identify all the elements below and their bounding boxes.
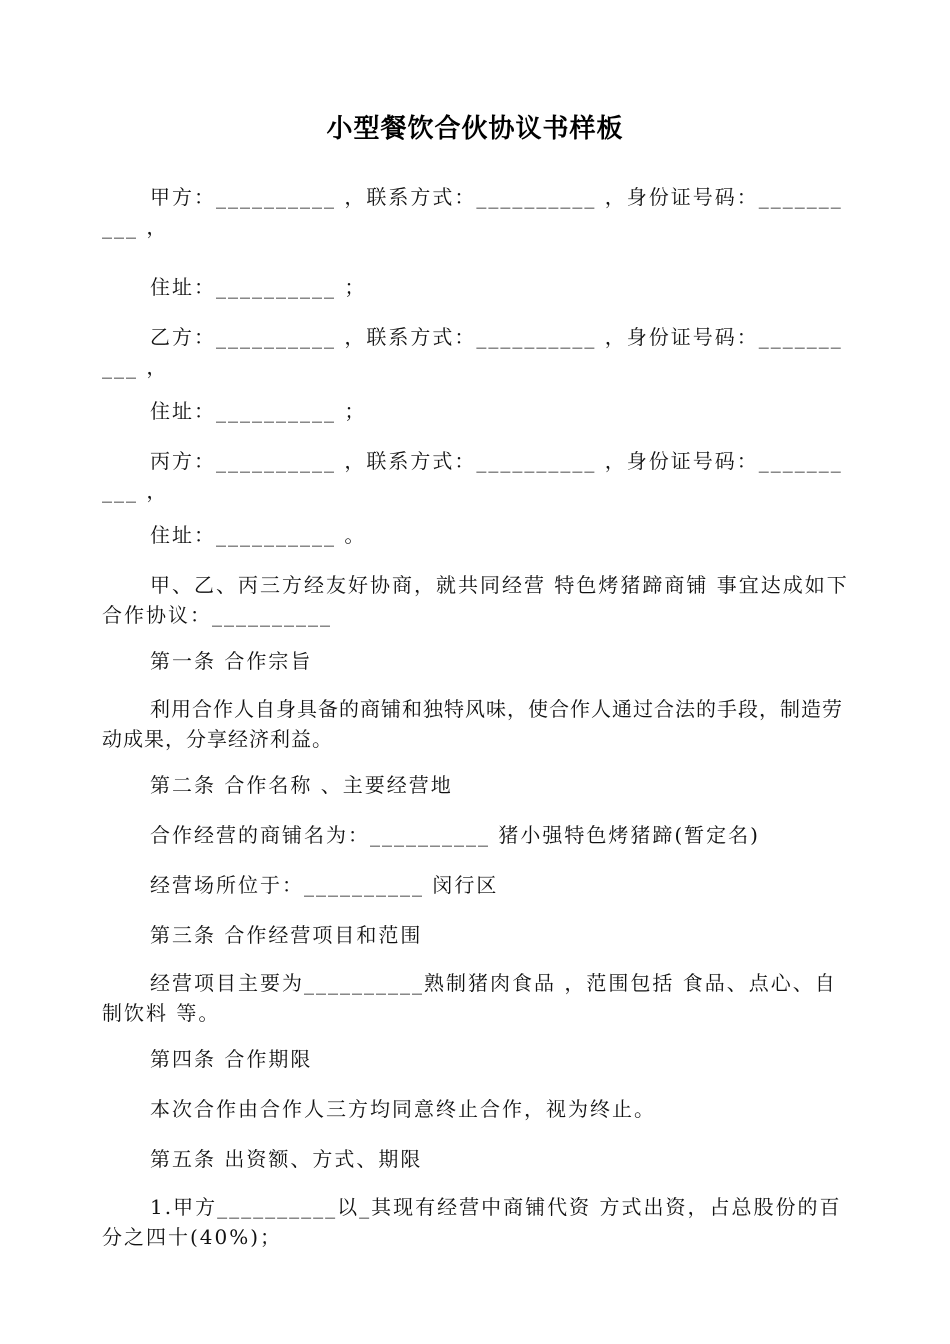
party-b-info: 乙方：__________ ，联系方式：__________ ，身份证号码：__________ ， bbox=[102, 325, 843, 379]
shop-name-clause: 合作经营的商铺名为：__________ 猪小强特色烤猪蹄(暂定名) bbox=[150, 823, 760, 847]
party-b-address: 住址：__________ ； bbox=[150, 399, 367, 423]
party-a-address: 住址：__________ ； bbox=[150, 275, 367, 299]
location-clause: 经营场所位于：__________ 闵行区 bbox=[150, 873, 499, 897]
article-1-body: 利用合作人自身具备的商铺和独特风味，使合作人通过合法的手段，制造劳动成果，分享经济利益。 bbox=[102, 697, 843, 751]
business-scope-clause: 经营项目主要为__________熟制猪肉食品 ，范围包括 食品、点心、自制饮料 等。 bbox=[102, 971, 837, 1025]
agreement-intro: 甲、乙、丙三方经友好协商，就共同经营 特色烤猪蹄商铺 事宜达成如下合作协议：__________ bbox=[102, 573, 849, 627]
article-4-heading: 第四条 合作期限 bbox=[150, 1047, 313, 1071]
article-3-heading: 第三条 合作经营项目和范围 bbox=[150, 923, 423, 947]
article-1-heading: 第一条 合作宗旨 bbox=[150, 649, 313, 673]
article-2-heading: 第二条 合作名称 、主要经营地 bbox=[150, 773, 453, 797]
term-clause: 本次合作由合作人三方均同意终止合作，视为终止。 bbox=[150, 1097, 656, 1121]
capital-clause-1: 1.甲方__________以_其现有经营中商铺代资 方式出资，占总股份的百分之四十(40%)； bbox=[102, 1195, 842, 1249]
party-a-info: 甲方：__________ ，联系方式：__________ ，身份证号码：__________ ， bbox=[102, 185, 843, 239]
party-c-info: 丙方：__________ ，联系方式：__________ ，身份证号码：__________ ， bbox=[102, 449, 843, 503]
document-title: 小型餐饮合伙协议书样板 bbox=[326, 114, 624, 144]
article-5-heading: 第五条 出资额、方式、期限 bbox=[150, 1147, 423, 1171]
party-c-address: 住址：__________ 。 bbox=[150, 523, 367, 547]
